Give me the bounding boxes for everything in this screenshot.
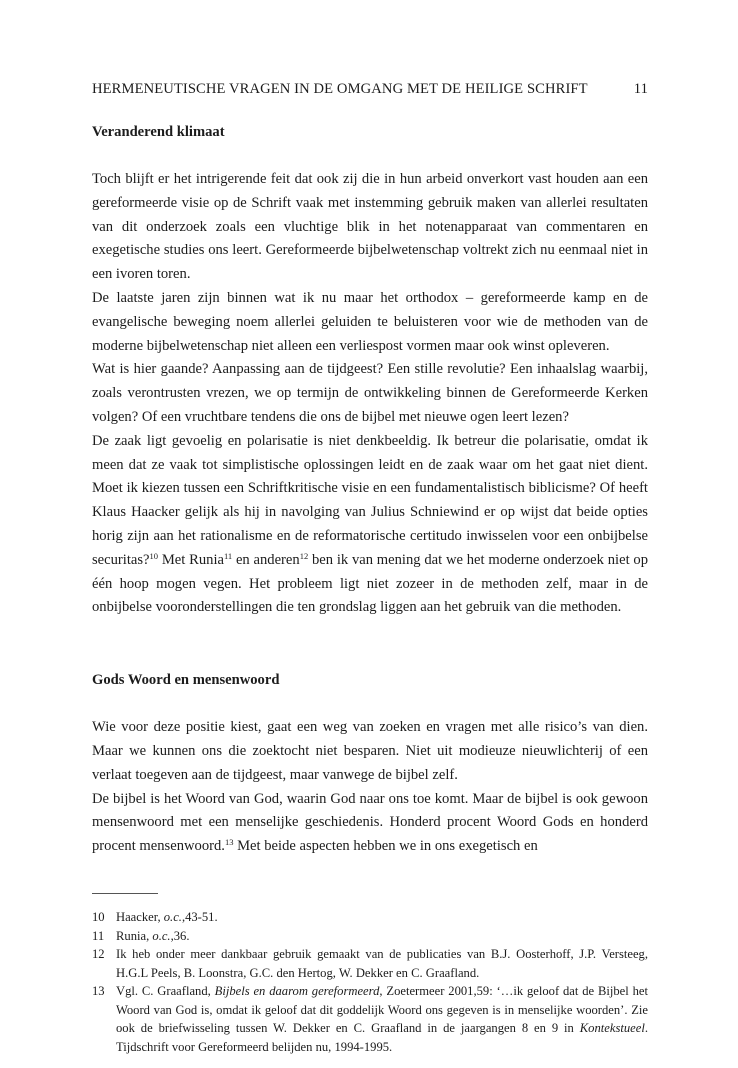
paragraph [92,430,648,620]
paragraph: Wie voor deze positie kiest, gaat een weg van zoeken en vragen met alle risico’s van dien. Maar we kunnen ons die zoektocht niet besparen. Niet uit modieuze nieuwlichterij of een verlaat toegeven aan de tijdgeest, maar vanwege de bijbel zelf. [92,719,648,783]
footnote-text-part: Haacker, [116,909,164,924]
footnote-text-italic: o.c. [152,928,171,943]
footnote-text-part: . Tijdschrift voor Gereformeerd belijden nu, 1994-1995. [116,1021,648,1055]
footnote-text [116,982,648,1056]
paragraph-text: Met Runia [158,551,224,568]
footnote-text-part: Vgl. C. Graafland, [116,984,215,999]
footnote-number: 10 [92,909,105,924]
footnote [92,982,648,1056]
footnote [92,908,648,927]
footnote-text-part: ,36. [170,928,190,943]
footnotes [92,908,648,1057]
footnote-text-italic: Kontekstueel [579,1021,645,1036]
footnote-text-part: ,43-51. [181,909,218,924]
footnote-ref-13: 13 [224,837,234,848]
footnote-number: 11 [92,928,105,943]
paragraph-text: en anderen [232,551,300,568]
running-head-title: HERMENEUTISCHE VRAGEN IN DE OMGANG MET DE HEILIGE SCHRIFT [92,81,588,97]
footnote-text-italic: Bijbels en daarom gereformeerd [214,984,380,999]
paragraph-text: ben ik van mening dat we het moderne onderzoek niet op één hoop mogen vegen. Het probleem ligt niet zozeer in de methoden zelf, maar in de onbijbelse vooronderstellingen die ten grondslag liggen aan het gebruik van die methoden. [92,551,648,616]
paragraph: Wat is hier gaande? Aanpassing aan de tijdgeest? Een stille revolutie? Een inhaalslag waarbij, zoals verontrusten vrezen, we op termijn de ontwikkeling binnen de Gereformeerde Kerken volgen? Of een vruchtbare tendens die ons de bijbel met nieuwe ogen leert lezen? [92,361,648,425]
paragraph-text: De bijbel is het Woord van God, waarin God naar ons toe komt. Maar de bijbel is ook gewoon mensenwoord met een menselijke geschiedenis. Honderd procent Woord Gods en honderd procent mensenwoord. [92,790,648,855]
footnote [92,945,648,982]
footnote-number: 13 [92,984,105,999]
footnote-ref-11: 11 [223,550,233,561]
paragraph-text: Met beide aspecten hebben we in ons exegetisch en [233,838,538,855]
paragraph [92,788,648,859]
footnote-ref-10: 10 [149,550,159,561]
paragraph: De laatste jaren zijn binnen wat ik nu maar het orthodox – gereformeerde kamp en de evangelische beweging noem allerlei geluiden te beluisteren voor wie de methoden van de moderne bijbelwetenschap niet alleen een verliespost vormen maar ook winst opleveren. [92,289,648,354]
page-number: 11 [633,81,648,97]
paragraph-text: De zaak ligt gevoelig en polarisatie is niet denkbeeldig. Ik betreur die polarisatie, omdat ik meen dat ze vaak tot simplistische oplossingen leidt en de zaak waar om het gaat niet dient. Moet ik kiezen tussen een Schriftkritische visie en een fundamentalistisch biblicisme? Of heeft Klaus Haacker gelijk als hij in navolging van Julius Schniewind er op wijst dat beide opties horig zijn aan het rationalisme en de reformatorische certitudo inwisselen voor een onbijbelse securitas? [92,432,648,568]
section-2-body [92,716,648,859]
page [92,78,648,1057]
footnote-text-part: , Zoetermeer 2001,59: ‘…ik geloof dat de Bijbel het Woord van God is, omdat ik geloof dat dit goddelijk Woord ons gegeven is in menselijke woorden’. Zie ook de briefwisseling tussen W. Dekker en C. Graafland in de jaargangen 8 en 9 in [116,984,648,1036]
footnote-text-italic: o.c. [163,909,182,924]
footnote-text-part: Runia, [116,928,153,943]
footnote-text: Ik heb onder meer dankbaar gebruik gemaakt van de publicaties van B.J. Oosterhoff, J.P. Versteeg, H.G.L Peels, B. Loonstra, G.C. den Hertog, W. Dekker en C. Graafland. [116,947,648,980]
footnote-number: 12 [92,947,105,962]
section-heading-gods-woord: Gods Woord en mensenwoord [92,672,280,689]
running-head [92,78,648,100]
footnote [92,927,648,946]
section-heading-veranderend-klimaat: Veranderend klimaat [92,124,225,140]
footnote-text [116,927,648,946]
footnote-text [116,908,648,927]
section-1-body [92,168,648,620]
footnote-ref-12: 12 [299,550,309,561]
paragraph: Toch blijft er het intrigerende feit dat ook zij die in hun arbeid onverkort vast houden aan een gereformeerde visie op de Schrift vaak met instemming gebruik maken van allerlei resultaten van dit onderzoek zoals een vluchtige blik in het notenapparaat van commentaren en exegetische studies ons leert. Gereformeerde bijbelwetenschap voltrekt zich nu eenmaal niet in een ivoren toren. [92,171,648,283]
